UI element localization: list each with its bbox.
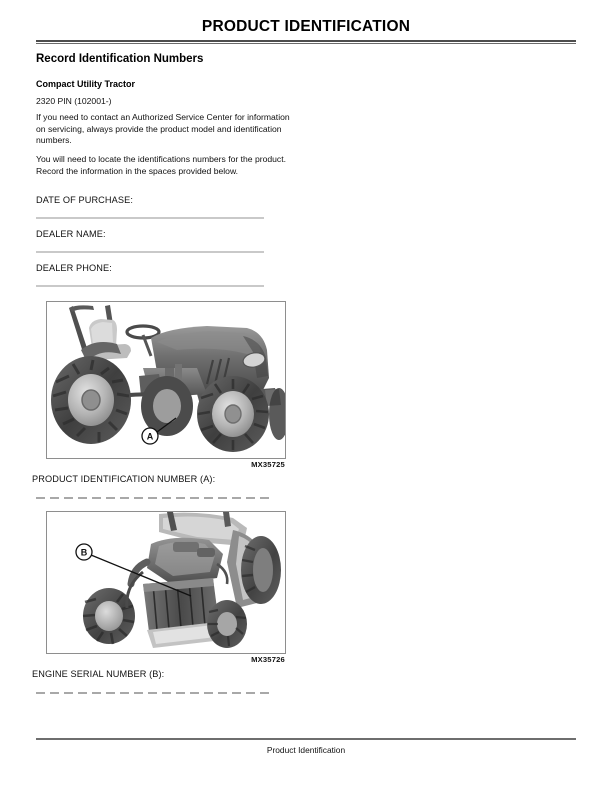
- header-divider: [36, 40, 576, 44]
- write-in-line-date-of-purchase[interactable]: [36, 217, 264, 219]
- model-pin-line: 2320 PIN (102001-): [36, 96, 112, 106]
- footer-label: Product Identification: [266, 745, 346, 755]
- label-dealer-name: DEALER NAME:: [36, 229, 106, 239]
- section-heading: Record Identification Numbers: [36, 53, 204, 65]
- paragraph-locate-numbers: You will need to locate the identifications numbers for the product. Record the information in the spaces provided below.: [36, 154, 287, 176]
- engine-illustration: [47, 512, 285, 653]
- sub-heading: Compact Utility Tractor: [36, 79, 136, 89]
- callout-b-label: B: [80, 547, 88, 558]
- figure-2-caption: MX35726: [251, 655, 285, 664]
- write-in-line-dealer-name[interactable]: [36, 251, 264, 253]
- label-product-identification-number: PRODUCT IDENTIFICATION NUMBER (A):: [32, 474, 216, 484]
- figure-1-frame: [46, 301, 286, 459]
- write-in-line-engine-serial-number[interactable]: [36, 692, 272, 694]
- label-engine-serial-number: ENGINE SERIAL NUMBER (B):: [32, 669, 165, 679]
- figure-1-caption: MX35725: [251, 460, 285, 469]
- footer-divider: [36, 738, 576, 740]
- tractor-illustration: [47, 302, 285, 458]
- callout-a-label: A: [146, 431, 154, 442]
- paragraph-service-center: If you need to contact an Authorized Service Center for information on servicing, always provide the product model and identification numbers.: [36, 112, 290, 146]
- write-in-line-product-identification-number[interactable]: [36, 497, 272, 499]
- figure-2-frame: [46, 511, 286, 654]
- write-in-line-dealer-phone[interactable]: [36, 285, 264, 287]
- label-date-of-purchase: DATE OF PURCHASE:: [36, 195, 133, 205]
- page-title: PRODUCT IDENTIFICATION: [201, 18, 411, 35]
- label-dealer-phone: DEALER PHONE:: [36, 263, 112, 273]
